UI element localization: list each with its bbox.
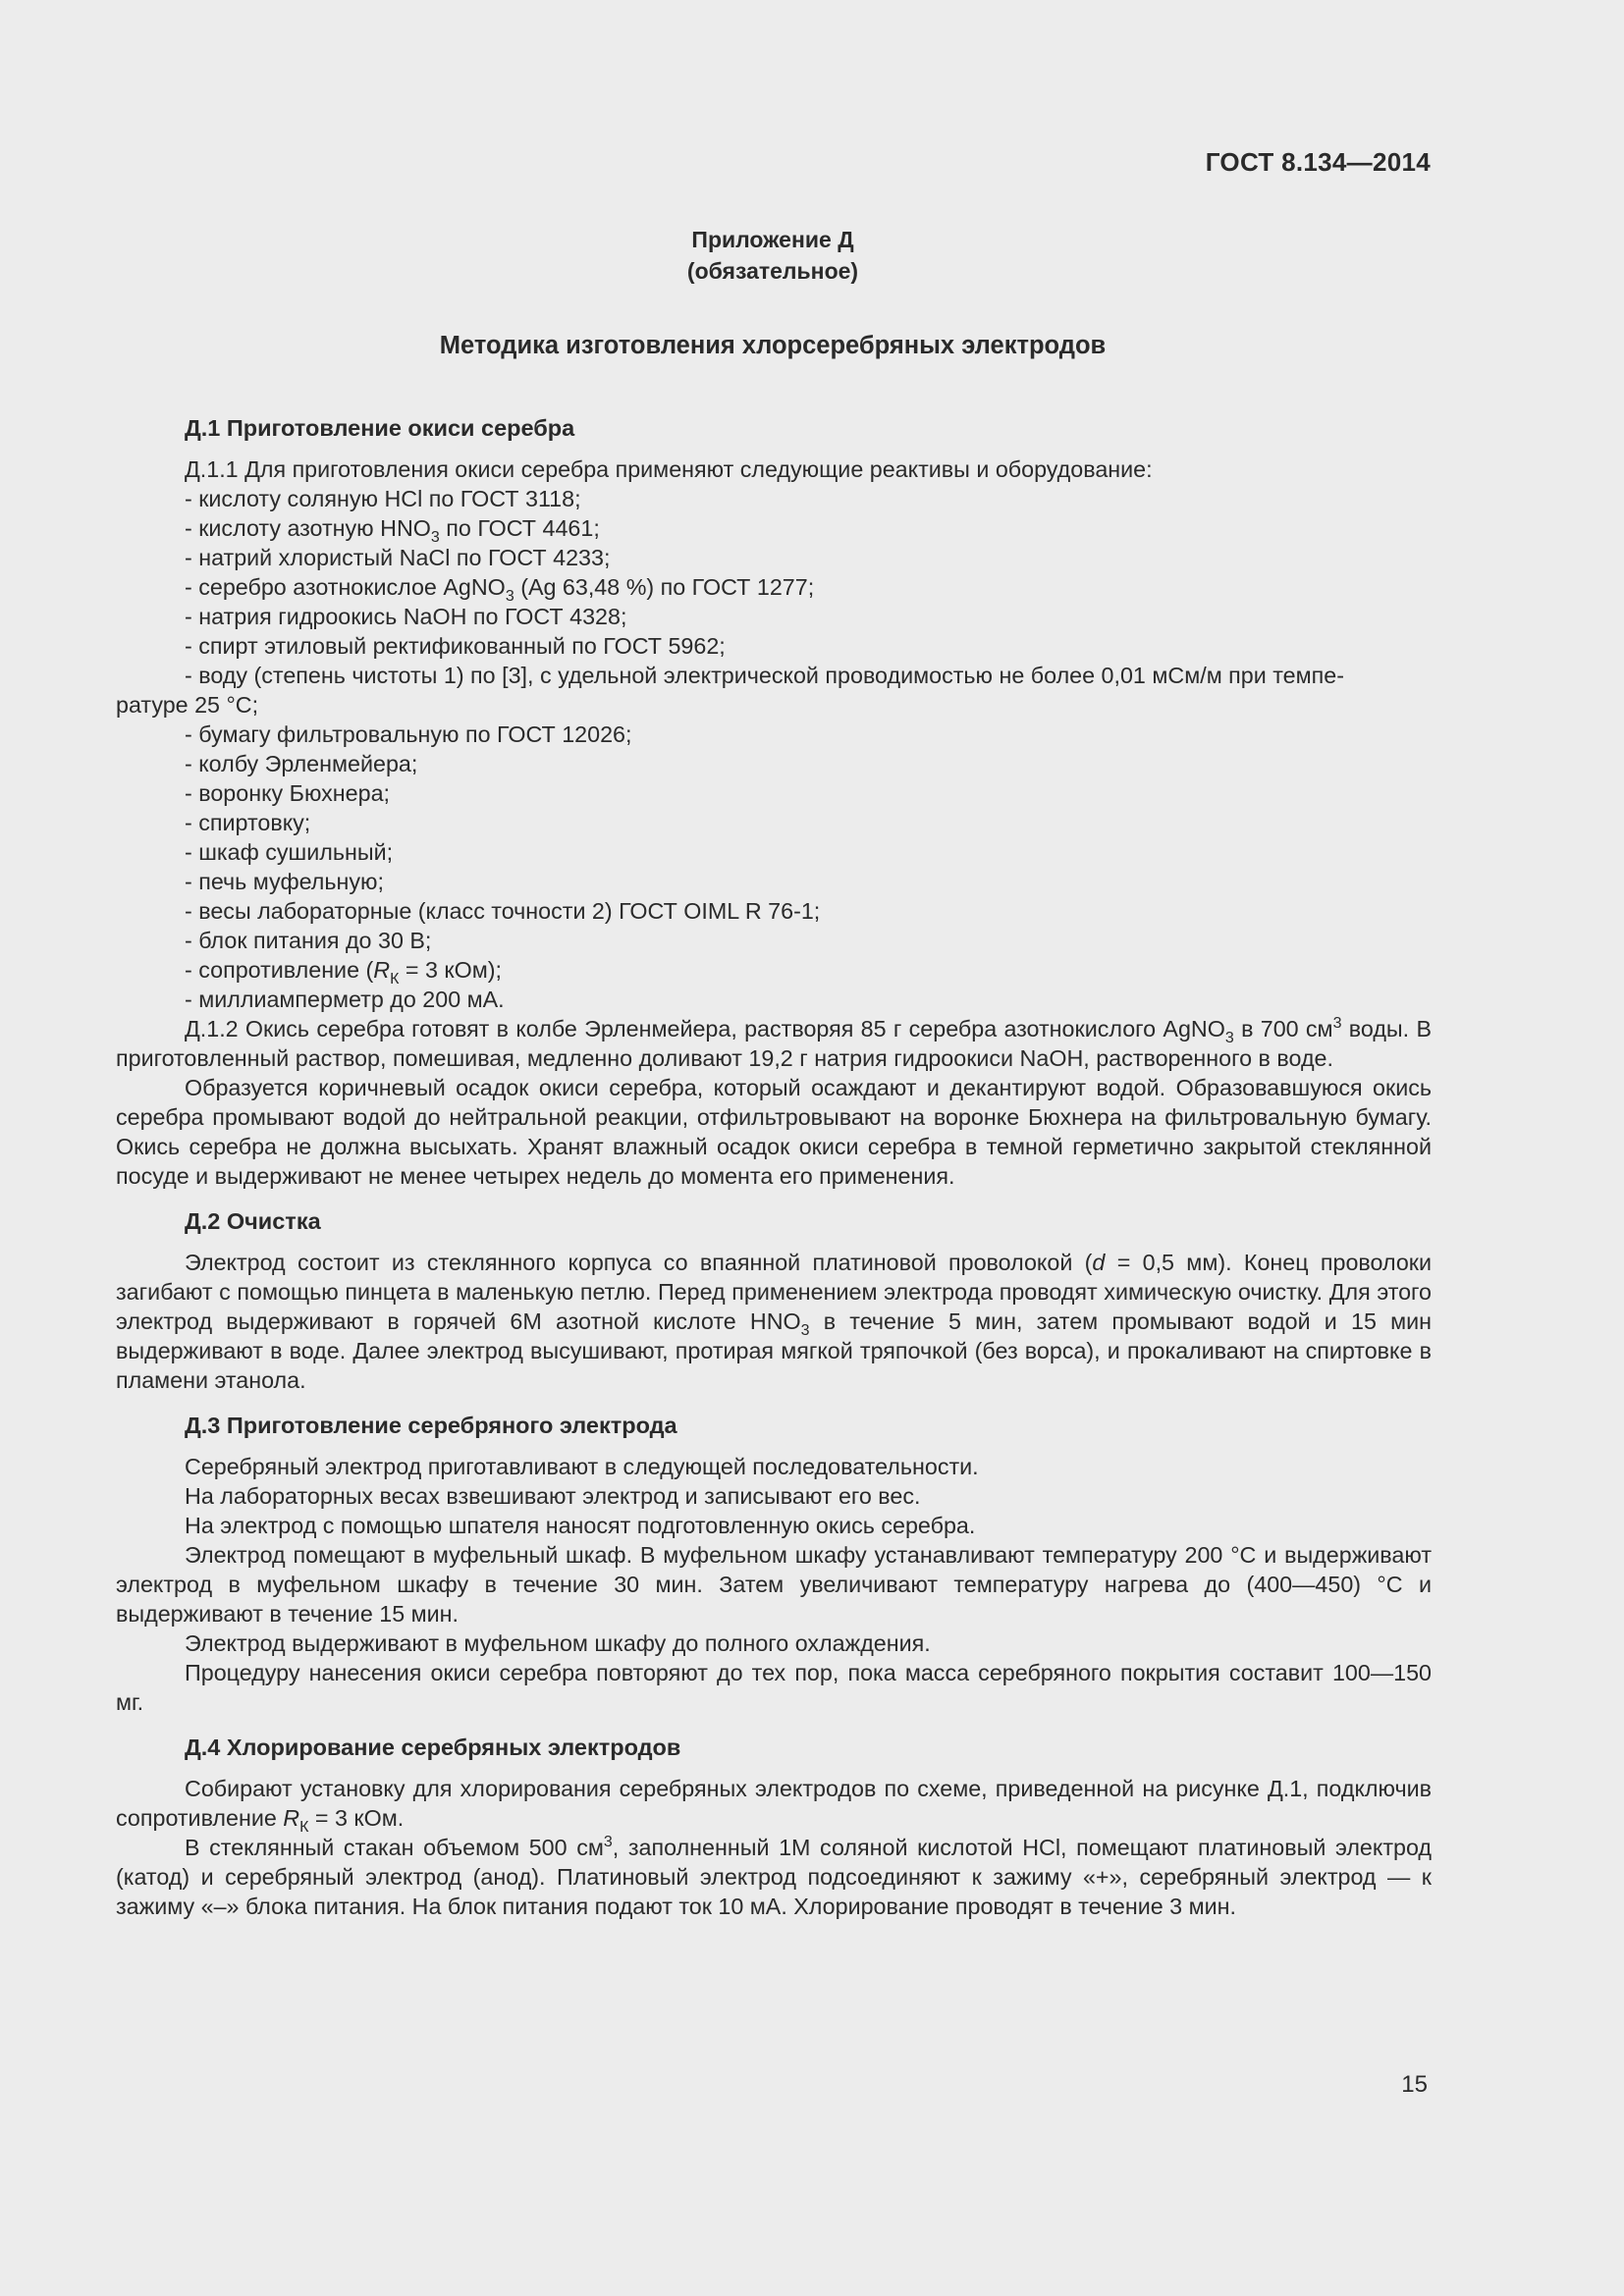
paragraph: Д.1.2 Окись серебра готовят в колбе Эрленмейера, растворяя 85 г серебра азотнокислого AgNO$_3$ в 700 $см^3$ воды. В приготовленный раствор, помешивая, медленно доливают 19,2 г натрия гидроокиси NaOH, растворенного в воде. xyxy=(116,1015,1432,1071)
paragraph: Д.1.1 Для приготовления окиси серебра применяют следующие реактивы и оборудование: xyxy=(185,456,1153,482)
document-body xyxy=(116,413,1432,1921)
list-item: - серебро азотнокислое AgNO$_3$ (Ag 63,48 %) по ГОСТ 1277; xyxy=(185,574,815,605)
list-item: - кислоту азотную $HNO_3$ по ГОСТ 4461; xyxy=(185,515,600,546)
paragraph: Электрод выдерживают в муфельном шкафу до полного охлаждения. xyxy=(185,1630,931,1656)
page-number: 15 xyxy=(1401,2071,1428,2098)
paragraph: Серебряный электрод приготавливают в следующей последовательности. xyxy=(185,1454,979,1479)
list-item: - воду (степень чистоты 1) по [3], с удельной электрической проводимостью не более 0,01 мСм/м при темпе- xyxy=(185,663,1344,688)
list-item: - блок питания до 30 В; xyxy=(185,928,432,953)
paragraph: В стеклянный стакан объемом 500 $см^3$, заполненный 1М соляной кислотой HCl, помещают платиновый электрод (катод) и серебряный электрод (анод). Платиновый электрод подсоединяют к зажиму «+», серебряный электрод — к зажиму «–» блока питания. На блок питания подают ток 10 мА. Хлорирование проводят в течение 3 мин. xyxy=(116,1834,1432,1919)
list-item: - бумагу фильтровальную по ГОСТ 12026; xyxy=(185,721,632,747)
paragraph: Собирают установку для хлорирования серебряных электродов по схеме, приведенной на рисунке Д.1, подключив сопротивление $R_К = 3$ кОм. xyxy=(116,1776,1432,1836)
annex-status: (обязательное) xyxy=(686,258,859,284)
paragraph: На электрод с помощью шпателя наносят подготовленную окись серебра. xyxy=(185,1513,976,1538)
list-item-continuation: ратуре 25 °С; xyxy=(116,692,259,718)
paragraph: Процедуру нанесения окиси серебра повторяют до тех пор, пока масса серебряного покрытия составит 100—150 мг. xyxy=(116,1660,1432,1715)
annex-label: Приложение Д xyxy=(691,227,854,252)
paragraph: Образуется коричневый осадок окиси серебра, который осаждают и декантируют водой. Образовавшуюся окись серебра промывают водой до нейтральной реакции, отфильтровывают на воронке Бюхнера на фильтровальную бумагу. Окись серебра не должна высыхать. Хранят влажный осадок окиси серебра в темной герметично закрытой стеклянной посуде и выдерживают не менее четырех недель до момента его применения. xyxy=(116,1075,1432,1189)
list-item: - спирт этиловый ректификованный по ГОСТ 5962; xyxy=(185,633,726,659)
annex-heading xyxy=(0,224,1545,287)
list-item: - спиртовку; xyxy=(185,810,311,835)
list-item: - весы лабораторные (класс точности 2) ГОСТ OIML R 76-1; xyxy=(185,898,821,924)
list-item: - миллиамперметр до 200 мА. xyxy=(185,987,505,1012)
list-item: - колбу Эрленмейера; xyxy=(185,751,418,776)
section-heading-d2: Д.2 Очистка xyxy=(185,1208,321,1234)
list-item: - кислоту соляную HCl по ГОСТ 3118; xyxy=(185,486,581,511)
list-item: - шкаф сушильный; xyxy=(185,839,394,865)
list-item: - печь муфельную; xyxy=(185,869,384,894)
section-heading-d1: Д.1 Приготовление окиси серебра xyxy=(185,415,575,441)
paragraph: На лабораторных весах взвешивают электрод и записывают его вес. xyxy=(185,1483,921,1509)
list-item: - натрия гидроокись NaOH по ГОСТ 4328; xyxy=(185,604,627,629)
list-item: - натрий хлористый NaCl по ГОСТ 4233; xyxy=(185,545,611,570)
section-heading-d3: Д.3 Приготовление серебряного электрода xyxy=(185,1413,677,1438)
paragraph: Электрод состоит из стеклянного корпуса со впаянной платиновой проволокой (d = 0,5 мм). Конец проволоки загибают с помощью пинцета в маленькую петлю. Перед применением электрода проводят химическую очистку. Для этого электрод выдерживают в горячей 6М азотной кислоте $HNO_3$ в течение 5 мин, затем промывают водой и 15 мин выдерживают в воде. Далее электрод высушивают, протирая мягкой тряпочкой (без ворса), и прокаливают на спиртовке в пламени этанола. xyxy=(116,1250,1432,1393)
document-id: ГОСТ 8.134—2014 xyxy=(1205,147,1431,177)
document-title: Методика изготовления хлорсеребряных электродов xyxy=(439,332,1107,359)
list-item: - сопротивление ($R_К = 3$ кОм); xyxy=(185,957,502,988)
paragraph: Электрод помещают в муфельный шкаф. В муфельном шкафу устанавливают температуру 200 °С и выдерживают электрод в муфельном шкафу в течение 30 мин. Затем увеличивают температуру нагрева до (400—450) °С и выдерживают в течение 15 мин. xyxy=(116,1542,1432,1627)
section-heading-d4: Д.4 Хлорирование серебряных электродов xyxy=(185,1735,681,1760)
list-item: - воронку Бюхнера; xyxy=(185,780,391,806)
